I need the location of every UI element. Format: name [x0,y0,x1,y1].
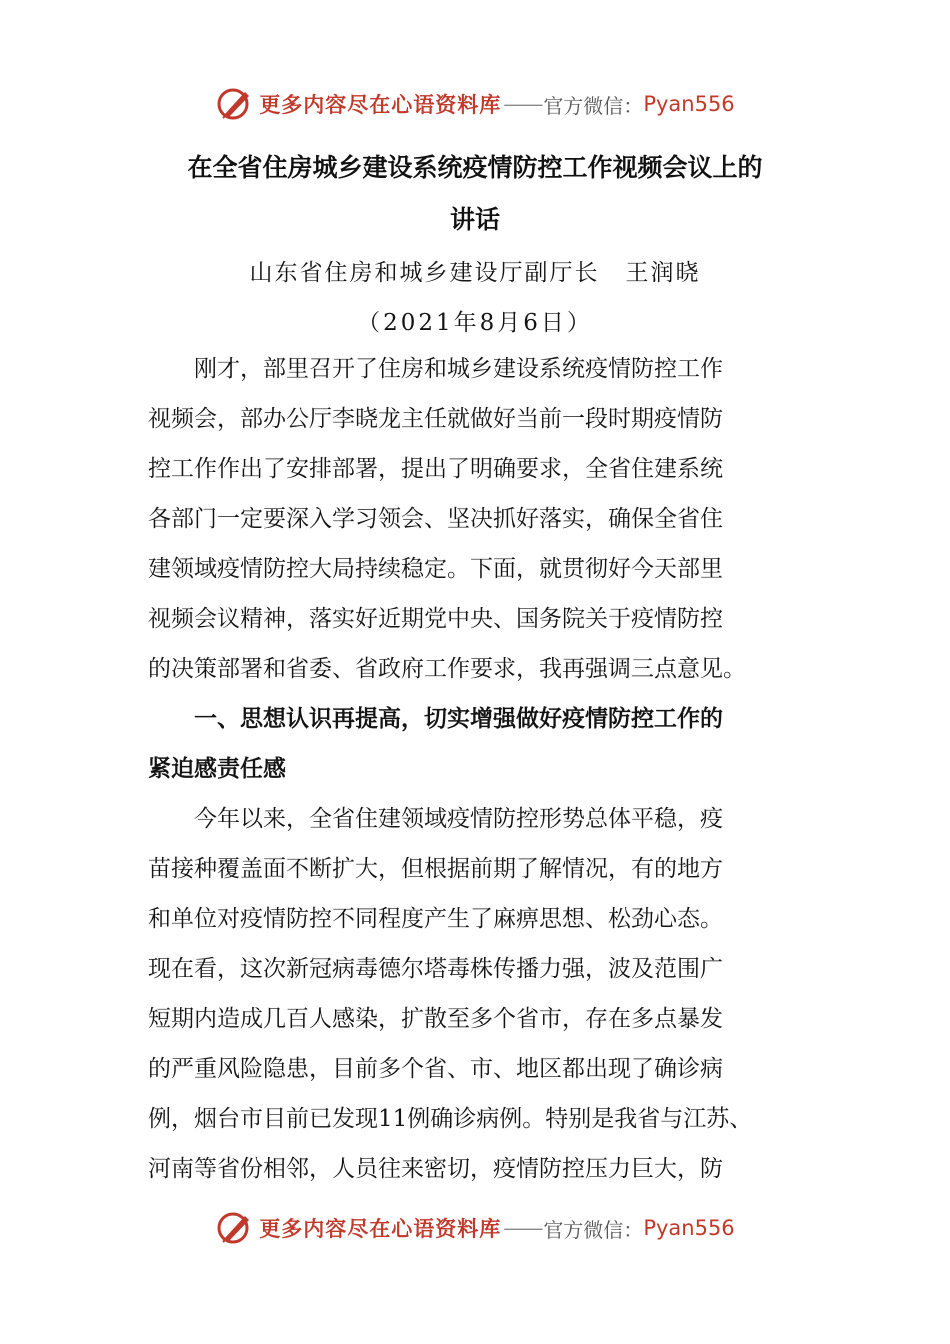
body-line: 河南等省份相邻，人员往来密切，疫情防控压力巨大，防 [148,1156,723,1182]
watermark-official-label: 官方微信： [543,93,644,118]
watermark-brand: 更多内容尽在心语资料库 [259,1216,502,1241]
body-line: 和单位对疫情防控不同程度产生了麻痹思想、松劲心态。 [148,906,723,932]
watermark-wechat-id: Pyan556 [643,1216,735,1240]
body-line: 的决策部署和省委、省政府工作要求，我再强调三点意见。 [148,656,746,682]
watermark-banner-top [0,82,950,126]
author-position: 山东省住房和城乡建设厅副厅长 [249,260,600,286]
body-line: 建领域疫情防控大局持续稳定。下面，就贯彻好今天部里 [148,556,723,582]
watermark-official-label: 官方微信： [543,1217,644,1242]
document-title-line-2: 讲话 [449,205,500,234]
body-line: 现在看，这次新冠病毒德尔塔毒株传播力强，波及范围广 [148,956,723,982]
body-line: 刚才，部里召开了住房和城乡建设系统疫情防控工作 [148,356,723,382]
pen-logo-icon [215,84,255,124]
section-heading-line: 一、思想认识再提高，切实增强做好疫情防控工作的 [148,706,723,732]
author-line [0,254,950,287]
body-line: 短期内造成几百人感染，扩散至多个省市，存在多点暴发 [148,1006,723,1032]
watermark-dash: —— [503,92,542,116]
watermark-banner-bottom [0,1206,950,1250]
body-line: 控工作作出了安排部署，提出了明确要求，全省住建系统 [148,456,723,482]
document-title-line-1: 在全省住房城乡建设系统疫情防控工作视频会议上的 [187,153,763,182]
body-line: 例，烟台市目前已发现11例确诊病例。特别是我省与江苏、 [148,1106,753,1132]
body-line: 各部门一定要深入学习领会、坚决抓好落实，确保全省住 [148,506,723,532]
body-line: 苗接种覆盖面不断扩大，但根据前期了解情况，有的地方 [148,856,723,882]
pen-logo-icon [215,1208,255,1248]
body-line: 的严重风险隐患，目前多个省、市、地区都出现了确诊病 [148,1056,723,1082]
author-name: 王润晓 [625,260,701,286]
speech-date: （2021年8月6日） [357,310,593,336]
body-line: 今年以来，全省住建领域疫情防控形势总体平稳，疫 [148,806,723,832]
body-line: 视频会，部办公厅李晓龙主任就做好当前一段时期疫情防 [148,406,723,432]
watermark-dash: —— [503,1216,542,1240]
watermark-brand: 更多内容尽在心语资料库 [259,92,502,117]
body-line: 视频会议精神，落实好近期党中央、国务院关于疫情防控 [148,606,723,632]
watermark-wechat-id: Pyan556 [643,92,735,116]
section-heading-line: 紧迫感责任感 [148,756,286,782]
